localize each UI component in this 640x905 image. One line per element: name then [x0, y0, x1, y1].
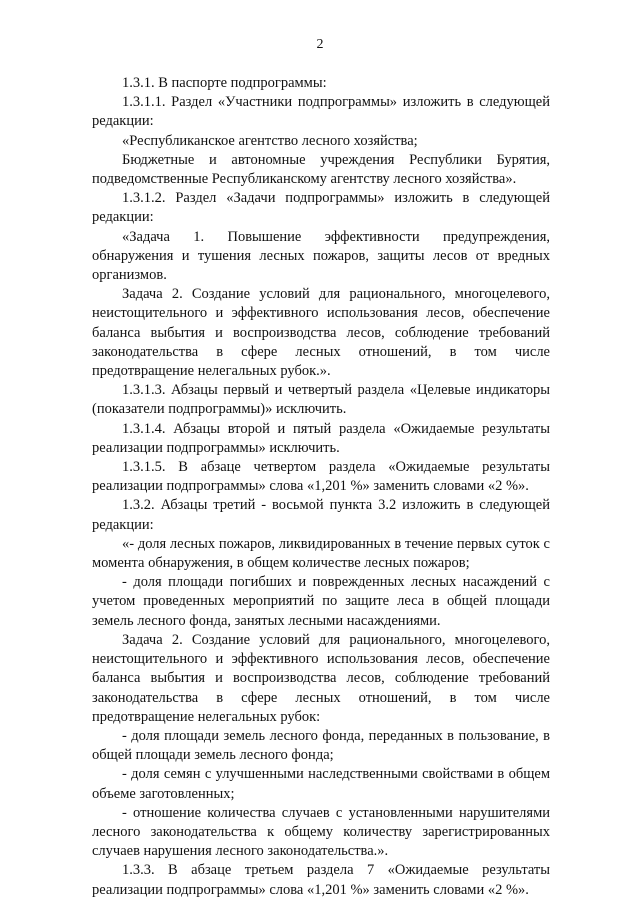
paragraph: 1.3.2. Абзацы третий - восьмой пункта 3.2 изложить в следующей редакции: [92, 497, 550, 533]
paragraph: «- доля лесных пожаров, ликвидированных в течение первых суток с момента обнаружения, в общем количестве лесных пожаров; [92, 535, 550, 572]
paragraph: - доля семян с улучшенными наследственными свойствами в общем объеме заготовленных; [92, 766, 550, 802]
paragraph: 1.3.1.5. В абзаце четвертом раздела «Ожидаемые результаты реализации подпрограммы» слова «1,201 %» заменить словами «2 %». [92, 459, 550, 495]
document-body [92, 74, 550, 900]
paragraph: - отношение количества случаев с установленными нарушителями лесного законодательства к общему количеству зарегистрированных случаев нарушения лесного законодательства.». [92, 804, 550, 860]
paragraph: 1.3.1.3. Абзацы первый и четвертый раздела «Целевые индикаторы (показатели подпрограммы)» исключить. [92, 382, 550, 418]
paragraph: 1.3.3. В абзаце третьем раздела 7 «Ожидаемые результаты реализации подпрограммы» слова «1,201 %» заменить словами «2 %». [92, 862, 550, 898]
paragraph: «Республиканское агентство лесного хозяйства; [122, 132, 418, 149]
paragraph: 1.3.1. В паспорте подпрограммы: [122, 75, 327, 91]
paragraph: - доля площади земель лесного фонда, переданных в пользование, в общей площади земель лесного фонда; [92, 727, 550, 764]
paragraph: 1.3.1.2. Раздел «Задачи подпрограммы» изложить в следующей редакции: [92, 190, 550, 226]
paragraph: «Задача 1. Повышение эффективности предупреждения, обнаружения и тушения лесных пожаров, защиты лесов от вредных организмов. [92, 228, 550, 284]
paragraph: Задача 2. Создание условий для рационального, многоцелевого, неистощительного и эффективного использования лесов, обеспечение баланса выбытия и воспроизводства лесов, соблюдение требований законодательства в сфере лесных отношений, в том числе предотвращение нелегальных рубок.». [92, 286, 550, 380]
paragraph: - доля площади погибших и поврежденных лесных насаждений с учетом проведенных мероприятий по защите леса в общей площади земель лесного фонда, занятых лесными насаждениями. [92, 574, 550, 629]
page-number: 2 [316, 37, 324, 52]
paragraph: 1.3.1.4. Абзацы второй и пятый раздела «Ожидаемые результаты реализации подпрограммы» исключить. [92, 420, 550, 456]
paragraph: Бюджетные и автономные учреждения Республики Бурятия, подведомственные Республиканскому агентству лесного хозяйства». [92, 151, 550, 188]
paragraph: 1.3.1.1. Раздел «Участники подпрограммы» изложить в следующей редакции: [92, 94, 550, 130]
paragraph: Задача 2. Создание условий для рационального, многоцелевого, неистощительного и эффективного использования лесов, обеспечение баланса выбытия и воспроизводства лесов, соблюдение требований законодательства в сфере лесных отношений, в том числе предотвращение нелегальных рубок: [92, 631, 550, 725]
